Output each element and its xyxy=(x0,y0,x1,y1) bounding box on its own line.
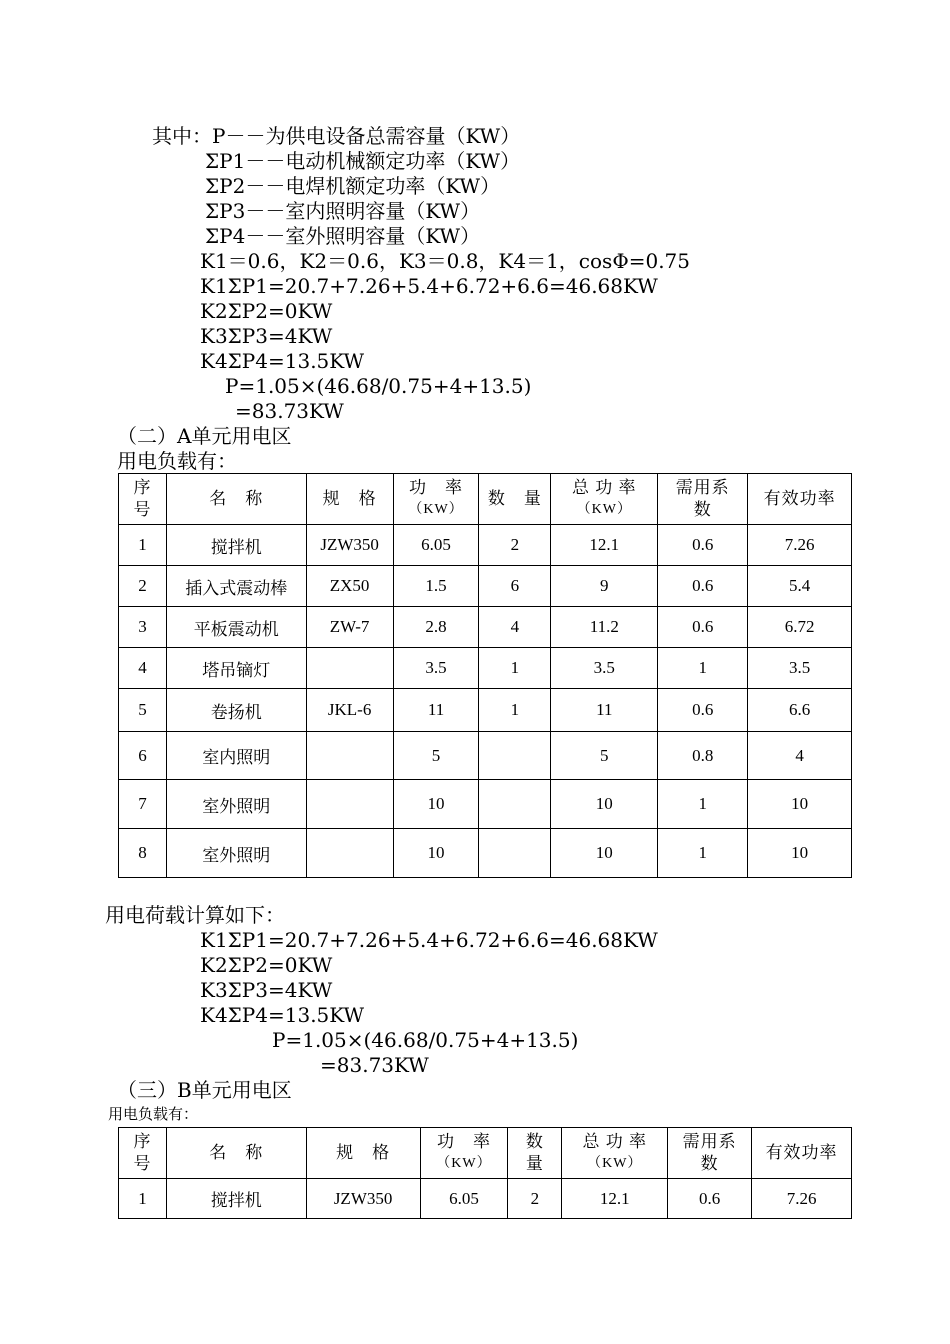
cell-power: 10 xyxy=(393,780,479,829)
section-b-subtitle: 用电负载有： xyxy=(108,1105,199,1123)
formula-line: ΣP3－－室内照明容量（KW） xyxy=(205,199,481,223)
cell-spec: JZW350 xyxy=(306,525,393,566)
table-row xyxy=(119,780,852,829)
calc-line: P=1.05×(46.68/0.75+4+13.5) xyxy=(272,1028,579,1052)
cell-power: 2.8 xyxy=(393,607,479,648)
section-b-title: （三）B单元用电区 xyxy=(117,1078,292,1102)
table-row xyxy=(119,648,852,689)
formula-line: K3ΣP3=4KW xyxy=(200,324,333,348)
section-a-subtitle: 用电负载有： xyxy=(117,449,237,473)
cell-eff: 3.5 xyxy=(748,648,852,689)
cell-qty xyxy=(479,829,551,878)
cell-name: 室外照明 xyxy=(166,829,306,878)
calc-line: K2ΣP2=0KW xyxy=(200,953,333,977)
cell-seq: 1 xyxy=(119,1179,167,1219)
cell-eff: 5.4 xyxy=(748,566,852,607)
header-qty: 数量 xyxy=(508,1128,562,1179)
cell-qty: 2 xyxy=(508,1179,562,1219)
cell-name: 室内照明 xyxy=(166,732,306,780)
header-spec: 规 格 xyxy=(306,1128,420,1179)
calc-line: =83.73KW xyxy=(320,1053,429,1077)
formula-line: K4ΣP4=13.5KW xyxy=(200,349,365,373)
table-header-row xyxy=(119,474,852,525)
cell-coef: 1 xyxy=(658,780,748,829)
cell-eff: 10 xyxy=(748,780,852,829)
table-row xyxy=(119,732,852,780)
cell-coef: 1 xyxy=(658,829,748,878)
table-row xyxy=(119,566,852,607)
table-row xyxy=(119,689,852,732)
cell-seq: 2 xyxy=(119,566,167,607)
cell-qty: 1 xyxy=(479,689,551,732)
formula-line: ΣP4－－室外照明容量（KW） xyxy=(205,224,481,248)
cell-power: 11 xyxy=(393,689,479,732)
header-power: 功 率 （KW） xyxy=(420,1128,508,1179)
cell-seq: 1 xyxy=(119,525,167,566)
cell-eff: 6.72 xyxy=(748,607,852,648)
cell-name: 插入式震动棒 xyxy=(166,566,306,607)
cell-total: 3.5 xyxy=(551,648,658,689)
cell-total: 10 xyxy=(551,829,658,878)
formula-line: =83.73KW xyxy=(235,399,344,423)
cell-seq: 6 xyxy=(119,732,167,780)
cell-total: 11.2 xyxy=(551,607,658,648)
header-total: 总 功 率 （KW） xyxy=(551,474,658,525)
header-name: 名 称 xyxy=(166,474,306,525)
calc-line: K1ΣP1=20.7+7.26+5.4+6.72+6.6=46.68KW xyxy=(200,928,658,952)
cell-seq: 7 xyxy=(119,780,167,829)
cell-spec: ZX50 xyxy=(306,566,393,607)
calc-a-title: 用电荷载计算如下： xyxy=(105,903,285,927)
cell-coef: 0.6 xyxy=(658,689,748,732)
cell-power: 1.5 xyxy=(393,566,479,607)
cell-power: 6.05 xyxy=(420,1179,508,1219)
cell-spec xyxy=(306,648,393,689)
table-header-row xyxy=(119,1128,852,1179)
cell-spec: JZW350 xyxy=(306,1179,420,1219)
header-coef: 需用系数 xyxy=(668,1128,752,1179)
cell-spec xyxy=(306,829,393,878)
cell-power: 5 xyxy=(393,732,479,780)
cell-power: 10 xyxy=(393,829,479,878)
header-eff: 有效功率 xyxy=(748,474,852,525)
header-qty: 数 量 xyxy=(479,474,551,525)
load-table-a xyxy=(118,473,852,878)
cell-total: 12.1 xyxy=(562,1179,668,1219)
cell-qty xyxy=(479,780,551,829)
calc-line: K3ΣP3=4KW xyxy=(200,978,333,1002)
formula-line: ΣP2－－电焊机额定功率（KW） xyxy=(205,174,501,198)
cell-total: 11 xyxy=(551,689,658,732)
formula-line: K2ΣP2=0KW xyxy=(200,299,333,323)
formula-line: ΣP1－－电动机械额定功率（KW） xyxy=(205,149,521,173)
cell-power: 6.05 xyxy=(393,525,479,566)
table-row xyxy=(119,829,852,878)
cell-total: 5 xyxy=(551,732,658,780)
cell-spec xyxy=(306,732,393,780)
cell-spec: JKL-6 xyxy=(306,689,393,732)
header-total: 总 功 率 （KW） xyxy=(562,1128,668,1179)
cell-coef: 1 xyxy=(658,648,748,689)
table-row xyxy=(119,525,852,566)
cell-total: 9 xyxy=(551,566,658,607)
cell-qty: 6 xyxy=(479,566,551,607)
cell-name: 搅拌机 xyxy=(166,1179,306,1219)
cell-eff: 7.26 xyxy=(748,525,852,566)
cell-seq: 5 xyxy=(119,689,167,732)
cell-eff: 6.6 xyxy=(748,689,852,732)
header-name: 名 称 xyxy=(166,1128,306,1179)
cell-spec: ZW-7 xyxy=(306,607,393,648)
cell-name: 平板震动机 xyxy=(166,607,306,648)
calc-line: K4ΣP4=13.5KW xyxy=(200,1003,365,1027)
cell-coef: 0.6 xyxy=(658,607,748,648)
cell-total: 12.1 xyxy=(551,525,658,566)
formula-line: P=1.05×(46.68/0.75+4+13.5) xyxy=(225,374,532,398)
cell-qty: 4 xyxy=(479,607,551,648)
header-seq: 序号 xyxy=(119,1128,167,1179)
header-eff: 有效功率 xyxy=(752,1128,852,1179)
cell-coef: 0.6 xyxy=(658,566,748,607)
cell-name: 室外照明 xyxy=(166,780,306,829)
header-spec: 规 格 xyxy=(306,474,393,525)
cell-eff: 10 xyxy=(748,829,852,878)
cell-seq: 3 xyxy=(119,607,167,648)
table-row xyxy=(119,1179,852,1219)
cell-name: 搅拌机 xyxy=(166,525,306,566)
cell-eff: 7.26 xyxy=(752,1179,852,1219)
table-row xyxy=(119,607,852,648)
cell-name: 塔吊镝灯 xyxy=(166,648,306,689)
formula-line: K1＝0.6，K2＝0.6，K3＝0.8，K4＝1，cosΦ=0.75 xyxy=(200,249,690,273)
header-seq: 序号 xyxy=(119,474,167,525)
cell-coef: 0.8 xyxy=(658,732,748,780)
cell-spec xyxy=(306,780,393,829)
cell-seq: 4 xyxy=(119,648,167,689)
cell-eff: 4 xyxy=(748,732,852,780)
cell-qty: 1 xyxy=(479,648,551,689)
header-power: 功 率 （KW） xyxy=(393,474,479,525)
formula-line: K1ΣP1=20.7+7.26+5.4+6.72+6.6=46.68KW xyxy=(200,274,658,298)
cell-coef: 0.6 xyxy=(668,1179,752,1219)
cell-power: 3.5 xyxy=(393,648,479,689)
cell-name: 卷扬机 xyxy=(166,689,306,732)
cell-qty xyxy=(479,732,551,780)
section-a-title: （二）A单元用电区 xyxy=(117,424,292,448)
cell-total: 10 xyxy=(551,780,658,829)
header-coef: 需用系数 xyxy=(658,474,748,525)
load-table-b xyxy=(118,1127,852,1219)
cell-seq: 8 xyxy=(119,829,167,878)
cell-coef: 0.6 xyxy=(658,525,748,566)
cell-qty: 2 xyxy=(479,525,551,566)
formula-line: 其中：P－－为供电设备总需容量（KW） xyxy=(152,124,521,148)
